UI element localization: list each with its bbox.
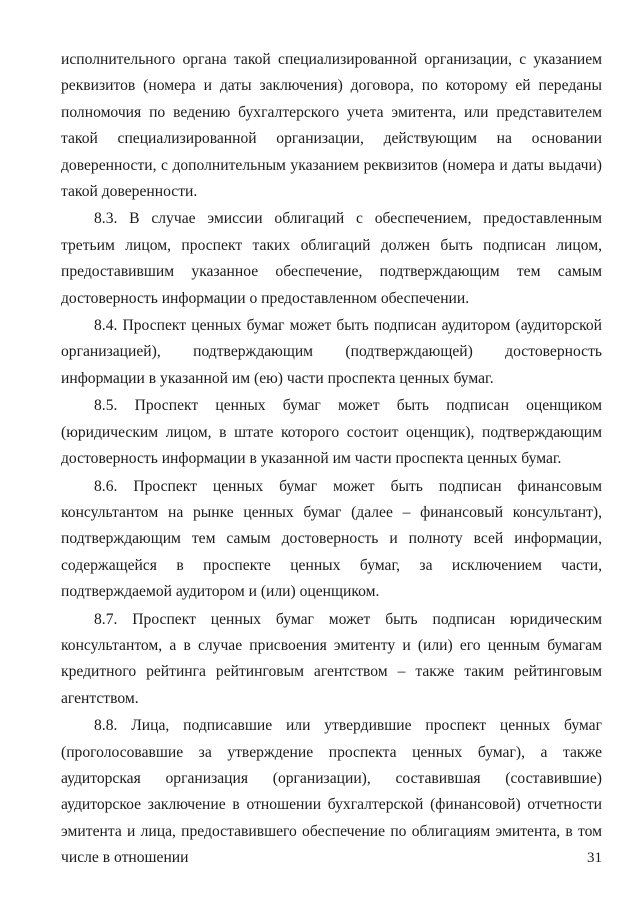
paragraph-8-3: 8.3. В случае эмиссии облигаций с обеспечением, предоставленным третьим лицом, проспект таких облигаций должен быть подписан лицом, предоставившим указанное обеспечение, подтверждающим тем самым достоверность информации о предоставленном обеспечении. <box>61 210 602 307</box>
paragraph-8-6: 8.6. Проспект ценных бумаг может быть подписан финансовым консультантом на рынке ценных бумаг (далее – финансовый консультант), подтверждающим тем самым достоверность и полноту всей информации, содержащейся в проспекте ценных бумаг, за исключением части, подтверждаемой аудитором и (или) оценщиком. <box>61 477 602 601</box>
page-number: 31 <box>587 850 602 866</box>
paragraph-continuation: исполнительного органа такой специализированной организации, с указанием реквизитов (номера и даты заключения) договора, по которому ей переданы полномочия по ведению бухгалтерского учета эмитента, или представителем такой специализированной организации, действующим на основании доверенности, с дополнительным указанием реквизитов (номера и даты выдачи) такой доверенности. <box>61 51 602 201</box>
paragraph-8-5: 8.5. Проспект ценных бумаг может быть подписан оценщиком (юридическим лицом, в штате которого состоит оценщик), подтверждающим достоверность информации в указанной им части проспекта ценных бумаг. <box>61 397 602 468</box>
paragraph-8-4: 8.4. Проспект ценных бумаг может быть подписан аудитором (аудиторской организацией), подтверждающим (подтверждающей) достоверность информации в указанной им (ею) части проспекта ценных бумаг. <box>61 317 602 387</box>
paragraph-8-7: 8.7. Проспект ценных бумаг может быть подписан юридическим консультантом, а в случае присвоения эмитенту и (или) его ценным бумагам кредитного рейтинга рейтинговым агентством – также таким рейтинговым агентством. <box>61 610 602 707</box>
document-body <box>61 47 602 872</box>
paragraph-8-8: 8.8. Лица, подписавшие или утвердившие проспект ценных бумаг (проголосовавшие за утверждение проспекта ценных бумаг), а также аудиторская организация (организации), составившая (составившие) аудиторское заключение в отношении бухгалтерской (финансовой) отчетности эмитента и лица, предоставившего обеспечение по облигациям эмитента, в том числе в отношении <box>61 717 602 867</box>
